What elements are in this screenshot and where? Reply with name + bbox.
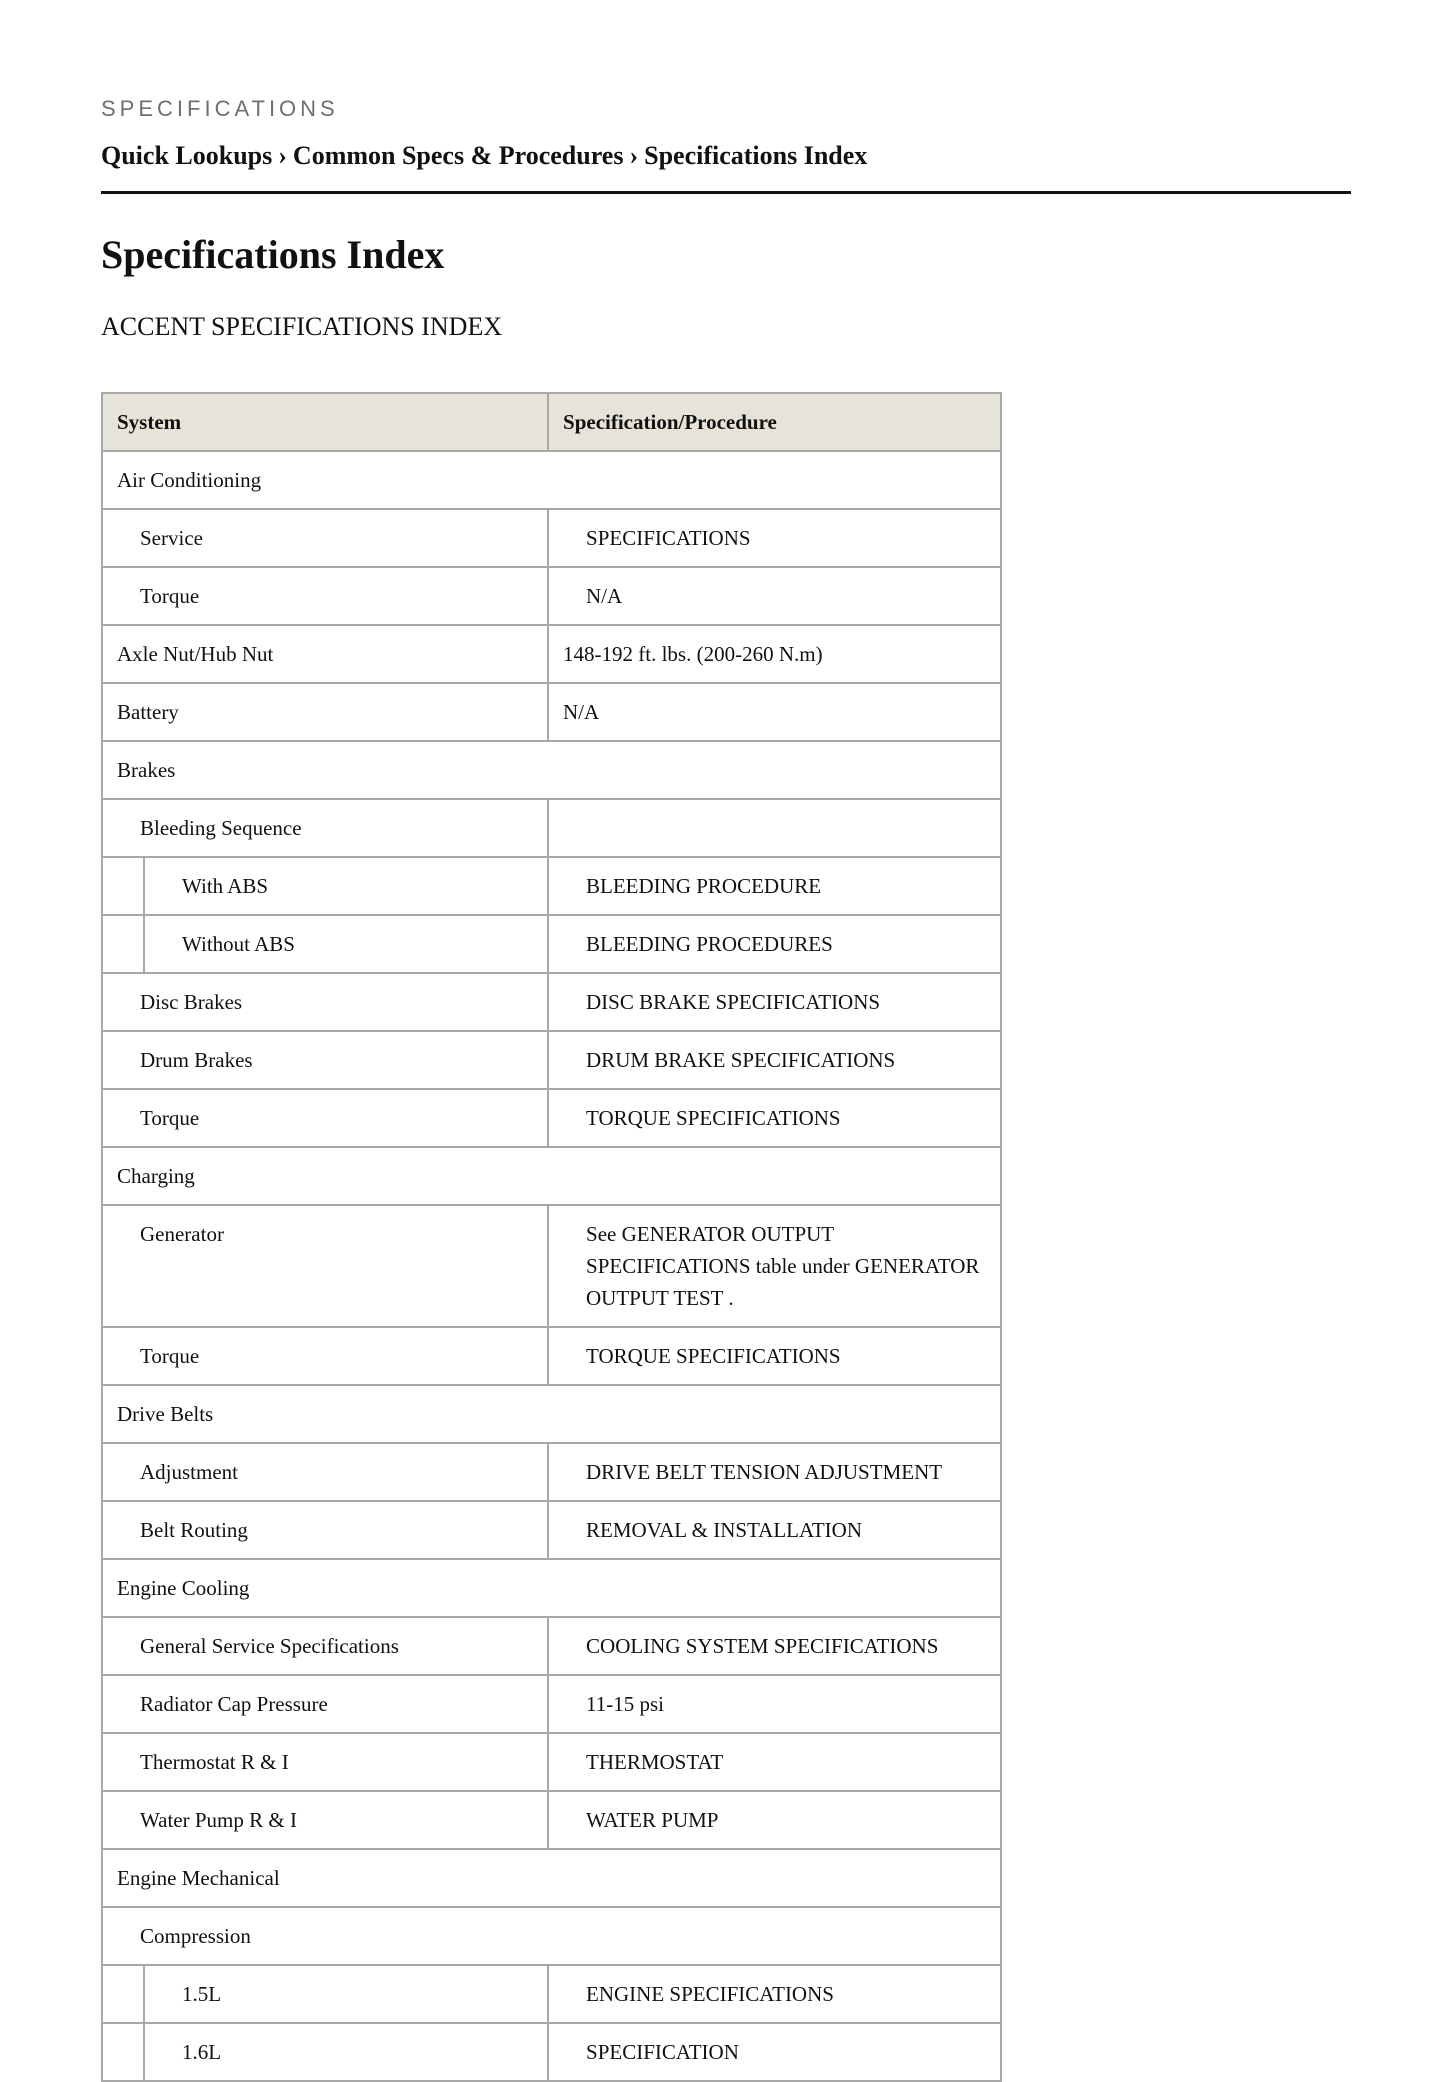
group-heading-cell: Compression <box>102 1907 1001 1965</box>
system-cell: Adjustment <box>102 1443 548 1501</box>
table-row <box>102 1849 1001 1907</box>
spec-link[interactable]: THERMOSTAT <box>548 1733 1001 1791</box>
table-row <box>102 1031 1001 1089</box>
spec-link[interactable]: COOLING SYSTEM SPECIFICATIONS <box>548 1617 1001 1675</box>
breadcrumb-quick-lookups[interactable]: Quick Lookups <box>101 141 273 170</box>
group-heading-cell: Air Conditioning <box>102 451 1001 509</box>
group-heading-cell: Brakes <box>102 741 1001 799</box>
spec-link[interactable]: DRIVE BELT TENSION ADJUSTMENT <box>548 1443 1001 1501</box>
system-cell: Radiator Cap Pressure <box>102 1675 548 1733</box>
spec-cell: N/A <box>548 683 1001 741</box>
indent-cell <box>102 915 144 973</box>
table-row <box>102 683 1001 741</box>
spec-link[interactable]: SPECIFICATION <box>548 2023 1001 2081</box>
spec-link[interactable]: SPECIFICATIONS <box>548 509 1001 567</box>
spec-cell <box>548 799 1001 857</box>
spec-link[interactable]: See GENERATOR OUTPUT SPECIFICATIONS table under GENERATOR OUTPUT TEST . <box>548 1205 1001 1327</box>
breadcrumb-specifications-index: Specifications Index <box>644 141 868 170</box>
system-cell: Without ABS <box>144 915 548 973</box>
table-row <box>102 1791 1001 1849</box>
table-row <box>102 2023 1001 2081</box>
table-row <box>102 915 1001 973</box>
system-cell: Bleeding Sequence <box>102 799 548 857</box>
table-row <box>102 1385 1001 1443</box>
spec-cell: N/A <box>548 567 1001 625</box>
system-cell: Battery <box>102 683 548 741</box>
indent-cell <box>102 857 144 915</box>
breadcrumb-common-specs[interactable]: Common Specs & Procedures <box>292 141 624 170</box>
table-row <box>102 741 1001 799</box>
system-cell: 1.6L <box>144 2023 548 2081</box>
spec-link[interactable]: TORQUE SPECIFICATIONS <box>548 1089 1001 1147</box>
spec-cell: 11-15 psi <box>548 1675 1001 1733</box>
breadcrumb-separator: › <box>629 141 639 170</box>
table-body <box>102 451 1001 2081</box>
table-row <box>102 567 1001 625</box>
spec-link[interactable]: WATER PUMP <box>548 1791 1001 1849</box>
system-cell: Generator <box>102 1205 548 1327</box>
specifications-table <box>101 392 1002 2082</box>
system-cell: With ABS <box>144 857 548 915</box>
table-row <box>102 799 1001 857</box>
system-cell: Torque <box>102 567 548 625</box>
table-row <box>102 509 1001 567</box>
table-row <box>102 1733 1001 1791</box>
table-row <box>102 973 1001 1031</box>
table-row <box>102 1443 1001 1501</box>
spec-link[interactable]: DRUM BRAKE SPECIFICATIONS <box>548 1031 1001 1089</box>
indent-cell <box>102 1965 144 2023</box>
table-row <box>102 1965 1001 2023</box>
system-cell: Torque <box>102 1089 548 1147</box>
page-title: Specifications Index <box>101 232 445 277</box>
system-cell: General Service Specifications <box>102 1617 548 1675</box>
spec-link[interactable]: DISC BRAKE SPECIFICATIONS <box>548 973 1001 1031</box>
spec-link[interactable]: ENGINE SPECIFICATIONS <box>548 1965 1001 2023</box>
group-heading-cell: Engine Mechanical <box>102 1849 1001 1907</box>
system-cell: Axle Nut/Hub Nut <box>102 625 548 683</box>
system-cell: 1.5L <box>144 1965 548 2023</box>
table-row <box>102 857 1001 915</box>
table-row <box>102 1617 1001 1675</box>
system-cell: Torque <box>102 1327 548 1385</box>
system-cell: Service <box>102 509 548 567</box>
system-cell: Belt Routing <box>102 1501 548 1559</box>
column-header-system: System <box>102 393 548 451</box>
table-row <box>102 1147 1001 1205</box>
table-header-row <box>102 393 1001 451</box>
breadcrumb <box>101 139 1351 194</box>
table-row <box>102 1089 1001 1147</box>
table-row <box>102 1501 1001 1559</box>
table-row <box>102 625 1001 683</box>
table-row <box>102 1559 1001 1617</box>
table-row <box>102 1327 1001 1385</box>
section-eyebrow: SPECIFICATIONS <box>101 96 339 121</box>
spec-link[interactable]: BLEEDING PROCEDURES <box>548 915 1001 973</box>
spec-link[interactable]: TORQUE SPECIFICATIONS <box>548 1327 1001 1385</box>
spec-link[interactable]: BLEEDING PROCEDURE <box>548 857 1001 915</box>
group-heading-cell: Engine Cooling <box>102 1559 1001 1617</box>
spec-cell: 148-192 ft. lbs. (200-260 N.m) <box>548 625 1001 683</box>
index-subtitle: ACCENT SPECIFICATIONS INDEX <box>101 312 503 341</box>
system-cell: Disc Brakes <box>102 973 548 1031</box>
table-row <box>102 451 1001 509</box>
group-heading-cell: Charging <box>102 1147 1001 1205</box>
table-row <box>102 1907 1001 1965</box>
system-cell: Water Pump R & I <box>102 1791 548 1849</box>
group-heading-cell: Drive Belts <box>102 1385 1001 1443</box>
indent-cell <box>102 2023 144 2081</box>
column-header-spec: Specification/Procedure <box>548 393 1001 451</box>
breadcrumb-separator: › <box>278 141 287 170</box>
spec-link[interactable]: REMOVAL & INSTALLATION <box>548 1501 1001 1559</box>
table-row <box>102 1675 1001 1733</box>
table-row <box>102 1205 1001 1327</box>
system-cell: Drum Brakes <box>102 1031 548 1089</box>
system-cell: Thermostat R & I <box>102 1733 548 1791</box>
